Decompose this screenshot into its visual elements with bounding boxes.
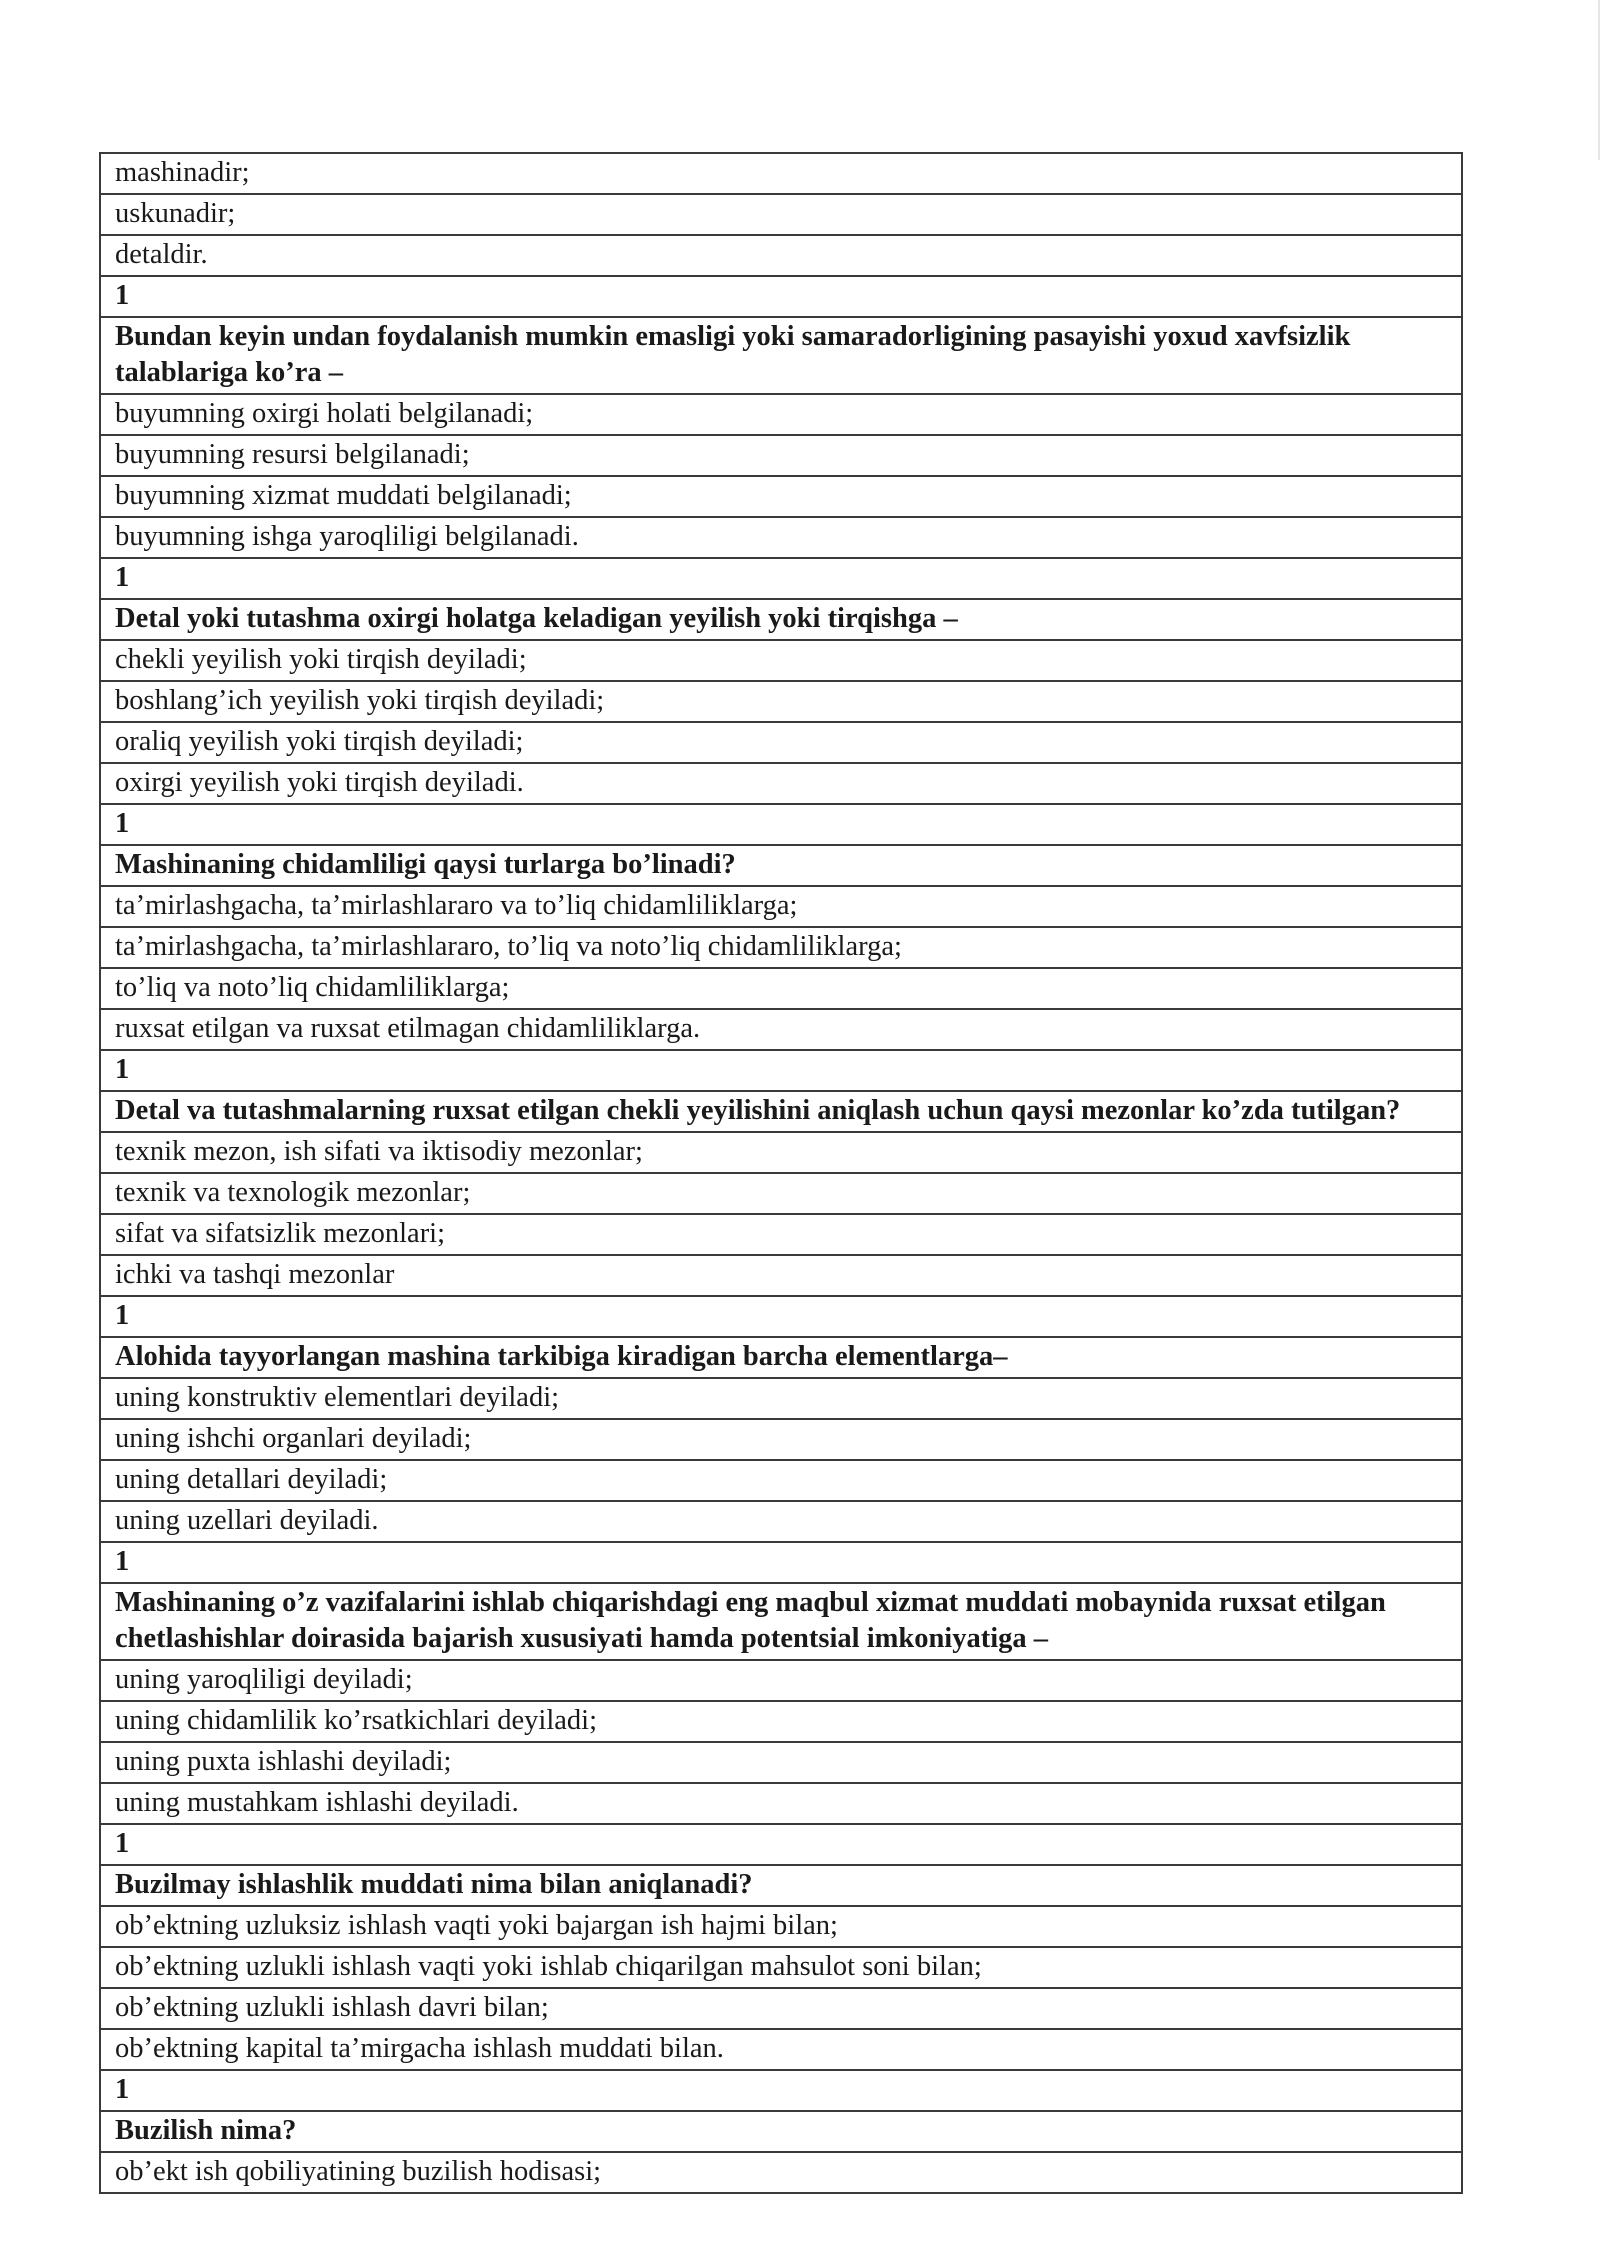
question-text: 1	[100, 1050, 1462, 1091]
answer-text: buyumning ishga yaroqliligi belgilanadi.	[100, 517, 1462, 558]
answer-text: uning ishchi organlari deyiladi;	[100, 1419, 1462, 1460]
answer-row	[100, 886, 1462, 927]
question-text: Alohida tayyorlangan mashina tarkibiga kiradigan barcha elementlarga–	[100, 1337, 1462, 1378]
answer-row	[100, 194, 1462, 235]
answer-text: buyumning oxirgi holati belgilanadi;	[100, 394, 1462, 435]
question-row	[100, 1050, 1462, 1091]
answer-text: texnik mezon, ish sifati va iktisodiy mezonlar;	[100, 1132, 1462, 1173]
question-text: Detal yoki tutashma oxirgi holatga keladigan yeyilish yoki tirqishga –	[100, 599, 1462, 640]
answer-row	[100, 763, 1462, 804]
question-text: 1	[100, 276, 1462, 317]
question-text: 1	[100, 804, 1462, 845]
answer-row	[100, 1947, 1462, 1988]
question-row	[100, 1296, 1462, 1337]
answer-text: ruxsat etilgan va ruxsat etilmagan chidamliliklarga.	[100, 1009, 1462, 1050]
answer-row	[100, 1378, 1462, 1419]
answer-text: oxirgi yeyilish yoki tirqish deyiladi.	[100, 763, 1462, 804]
question-text: 1	[100, 1296, 1462, 1337]
answer-text: buyumning xizmat muddati belgilanadi;	[100, 476, 1462, 517]
answer-text: buyumning resursi belgilanadi;	[100, 435, 1462, 476]
answer-row	[100, 1132, 1462, 1173]
answer-row	[100, 1255, 1462, 1296]
answer-row	[100, 1460, 1462, 1501]
question-row	[100, 558, 1462, 599]
question-row	[100, 1583, 1462, 1660]
answer-row	[100, 1009, 1462, 1050]
question-text: Buzilmay ishlashlik muddati nima bilan aniqlanadi?	[100, 1865, 1462, 1906]
question-row	[100, 1337, 1462, 1378]
question-text: 1	[100, 1824, 1462, 1865]
answer-row	[100, 1660, 1462, 1701]
question-row	[100, 276, 1462, 317]
answer-row	[100, 2152, 1462, 2193]
answer-text: ichki va tashqi mezonlar	[100, 1255, 1462, 1296]
answer-text: uning detallari deyiladi;	[100, 1460, 1462, 1501]
answer-row	[100, 1701, 1462, 1742]
answer-row	[100, 476, 1462, 517]
answer-text: oraliq yeyilish yoki tirqish deyiladi;	[100, 722, 1462, 763]
answer-text: sifat va sifatsizlik mezonlari;	[100, 1214, 1462, 1255]
answer-text: uning yaroqliligi deyiladi;	[100, 1660, 1462, 1701]
question-text: Detal va tutashmalarning ruxsat etilgan chekli yeyilishini aniqlash uchun qaysi mezonlar ko’zda tutilgan?	[100, 1091, 1462, 1132]
question-text: 1	[100, 1542, 1462, 1583]
answer-text: uning uzellari deyiladi.	[100, 1501, 1462, 1542]
question-text: Mashinaning chidamliligi qaysi turlarga bo’linadi?	[100, 845, 1462, 886]
answer-text: to’liq va noto’liq chidamliliklarga;	[100, 968, 1462, 1009]
answer-text: uning puxta ishlashi deyiladi;	[100, 1742, 1462, 1783]
answer-row	[100, 968, 1462, 1009]
answer-row	[100, 1419, 1462, 1460]
answer-row	[100, 1501, 1462, 1542]
question-row	[100, 317, 1462, 394]
question-row	[100, 1542, 1462, 1583]
question-row	[100, 2070, 1462, 2111]
answer-row	[100, 681, 1462, 722]
answer-text: ob’ektning uzlukli ishlash davri bilan;	[100, 1988, 1462, 2029]
question-row	[100, 1091, 1462, 1132]
answer-text: mashinadir;	[100, 153, 1462, 194]
answer-text: detaldir.	[100, 235, 1462, 276]
answer-text: texnik va texnologik mezonlar;	[100, 1173, 1462, 1214]
answer-row	[100, 394, 1462, 435]
question-row	[100, 2111, 1462, 2152]
answer-row	[100, 517, 1462, 558]
answer-row	[100, 722, 1462, 763]
answer-row	[100, 235, 1462, 276]
answer-text: ta’mirlashgacha, ta’mirlashlararo va to’liq chidamliliklarga;	[100, 886, 1462, 927]
question-text: Buzilish nima?	[100, 2111, 1462, 2152]
answer-text: ob’ektning uzluksiz ishlash vaqti yoki bajargan ish hajmi bilan;	[100, 1906, 1462, 1947]
question-row	[100, 1865, 1462, 1906]
question-row	[100, 1824, 1462, 1865]
answer-text: ob’ektning uzlukli ishlash vaqti yoki ishlab chiqarilgan mahsulot soni bilan;	[100, 1947, 1462, 1988]
answer-text: ta’mirlashgacha, ta’mirlashlararo, to’liq va noto’liq chidamliliklarga;	[100, 927, 1462, 968]
answer-row	[100, 2029, 1462, 2070]
question-table-body	[100, 153, 1462, 2193]
answer-row	[100, 1783, 1462, 1824]
answer-text: uning mustahkam ishlashi deyiladi.	[100, 1783, 1462, 1824]
question-text: 1	[100, 558, 1462, 599]
question-table	[99, 152, 1463, 2194]
answer-text: ob’ekt ish qobiliyatining buzilish hodisasi;	[100, 2152, 1462, 2193]
answer-text: boshlang’ich yeyilish yoki tirqish deyiladi;	[100, 681, 1462, 722]
answer-text: ob’ektning kapital ta’mirgacha ishlash muddati bilan.	[100, 2029, 1462, 2070]
answer-row	[100, 435, 1462, 476]
question-text: 1	[100, 2070, 1462, 2111]
answer-row	[100, 1906, 1462, 1947]
question-text: Bundan keyin undan foydalanish mumkin emasligi yoki samaradorligining pasayishi yoxud xavfsizlik talablariga ko’ra –	[100, 317, 1462, 394]
answer-text: uskunadir;	[100, 194, 1462, 235]
answer-text: uning konstruktiv elementlari deyiladi;	[100, 1378, 1462, 1419]
answer-row	[100, 1988, 1462, 2029]
answer-row	[100, 927, 1462, 968]
answer-row	[100, 1214, 1462, 1255]
question-row	[100, 599, 1462, 640]
answer-row	[100, 153, 1462, 194]
answer-text: uning chidamlilik ko’rsatkichlari deyiladi;	[100, 1701, 1462, 1742]
question-row	[100, 804, 1462, 845]
question-text: Mashinaning o’z vazifalarini ishlab chiqarishdagi eng maqbul xizmat muddati mobaynida ruxsat etilgan chetlashishlar doirasida bajarish xususiyati hamda potentsial imkoniyatiga –	[100, 1583, 1462, 1660]
answer-row	[100, 1173, 1462, 1214]
answer-row	[100, 1742, 1462, 1783]
answer-text: chekli yeyilish yoki tirqish deyiladi;	[100, 640, 1462, 681]
answer-row	[100, 640, 1462, 681]
question-row	[100, 845, 1462, 886]
